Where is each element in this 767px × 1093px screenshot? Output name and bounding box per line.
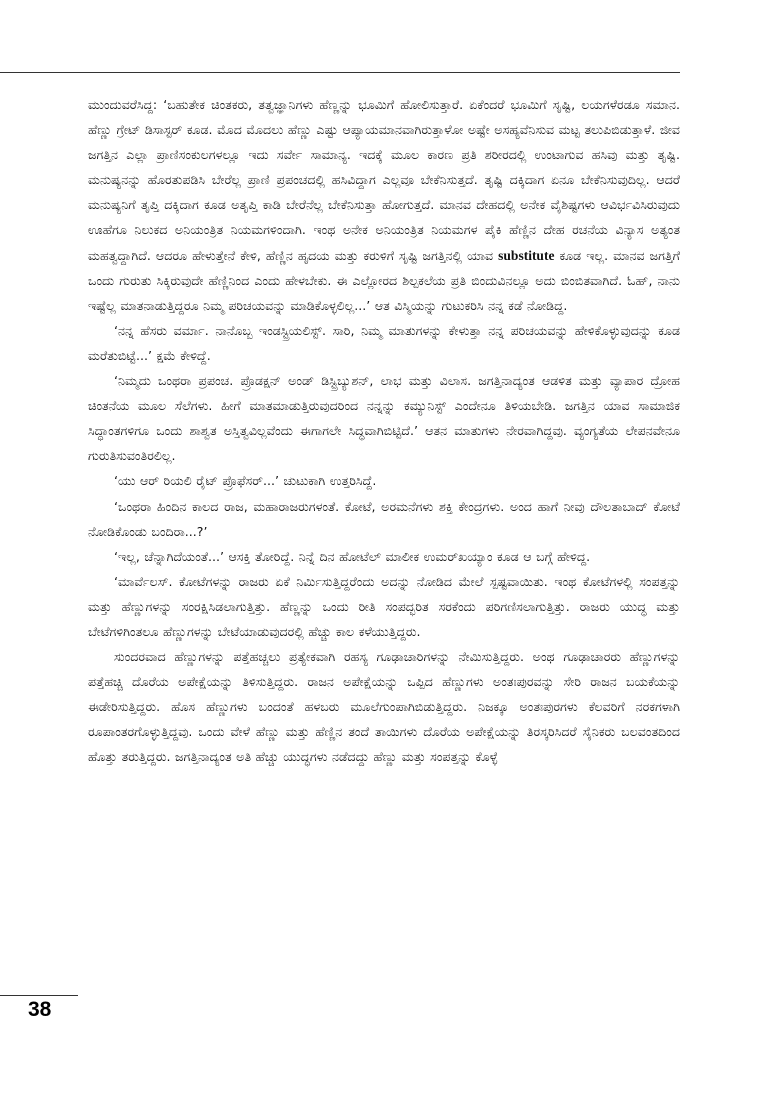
paragraph-2: ‘ನನ್ನ ಹೆಸರು ವರ್ಮಾ. ನಾನೊಬ್ಬ ಇಂಡಸ್ಟ್ರಿಯಲಿಸ್ಟ್. ಸಾರಿ, ನಿಮ್ಮ ಮಾತುಗಳನ್ನು ಕೇಳುತ್ತಾ ನನ್ನ ಪರಿಚಯವನ್ನು ಹೇಳಿಕೊಳ್ಳುವುದನ್ನು ಕೂಡ ಮರೆತುಬಿಟ್ಟೆ...’ ಕ್ಷಮೆ ಕೇಳಿದ್ದೆ. [88, 322, 680, 363]
page-body [88, 92, 680, 770]
english-term-substitute: substitute [498, 247, 555, 263]
bottom-rule [0, 995, 78, 996]
paragraph-5: ‘ಒಂಥರಾ ಹಿಂದಿನ ಕಾಲದ ರಾಜ, ಮಹಾರಾಜರುಗಳಂತೆ. ಕೋಟೆ, ಅರಮನೆಗಳು ಶಕ್ತಿ ಕೇಂದ್ರಗಳು. ಅಂದ ಹಾಗೆ ನೀವು ದೌಲತಾಬಾದ್ ಕೋಟೆ ನೋಡಿಕೊಂಡು ಬಂದಿರಾ...?’ [88, 498, 680, 539]
paragraph-8: ಸುಂದರವಾದ ಹೆಣ್ಣುಗಳನ್ನು ಪತ್ತೆಹಚ್ಚಲು ಪ್ರತ್ಯೇಕವಾಗಿ ರಹಸ್ಯ ಗೂಢಾಚಾರಿಗಳನ್ನು ನೇಮಿಸುತ್ತಿದ್ದರು. ಅಂಥ ಗೂಢಾಚಾರರು ಹೆಣ್ಣುಗಳನ್ನು ಪತ್ತೆಹಚ್ಚಿ ದೊರೆಯ ಅಪೇಕ್ಷೆಯನ್ನು ತಿಳಿಸುತ್ತಿದ್ದರು. ರಾಜನ ಅಪೇಕ್ಷೆಯನ್ನು ಒಪ್ಪಿದ ಹೆಣ್ಣುಗಳು ಅಂತಃಪುರವನ್ನು ಸೇರಿ ರಾಜನ ಬಯಕೆಯನ್ನು ಈಡೇರಿಸುತ್ತಿದ್ದರು. ಹೊಸ ಹೆಣ್ಣುಗಳು ಬಂದಂತೆ ಹಳಬರು ಮೂಲೆಗುಂಪಾಗಿಬಿಡುತ್ತಿದ್ದರು. ನಿಜಕ್ಕೂ ಅಂತಃಪುರಗಳು ಕೆಲವರಿಗೆ ನರಕಗಳಾಗಿ ರೂಪಾಂತರಗೊಳ್ಳುತ್ತಿದ್ದವು. ಒಂದು ವೇಳೆ ಹೆಣ್ಣು ಮತ್ತು ಹೆಣ್ಣಿನ ತಂದೆ ತಾಯಿಗಳು ದೊರೆಯ ಅಪೇಕ್ಷೆಯನ್ನು ತಿರಸ್ಕರಿಸಿದರೆ ಸೈನಿಕರು ಬಲವಂತದಿಂದ ಹೊತ್ತು ತರುತ್ತಿದ್ದರು. ಜಗತ್ತಿನಾದ್ಯಂತ ಅತಿ ಹೆಚ್ಚು ಯುದ್ಧಗಳು ನಡೆದದ್ದು ಹೆಣ್ಣು ಮತ್ತು ಸಂಪತ್ತನ್ನು ಕೊಳ್ಳೆ [88, 649, 680, 765]
paragraph-4: ‘ಯು ಆರ್ ರಿಯಲಿ ರೈಟ್ ಪ್ರೊಫೆಸರ್...’ ಚುಟುಕಾಗಿ ಉತ್ತರಿಸಿದ್ದೆ. [114, 473, 377, 489]
paragraph-6: ‘ಇಲ್ಲ, ಚೆನ್ನಾಗಿದೆಯಂತೆ...’ ಆಸಕ್ತಿ ತೋರಿದ್ದೆ. ನಿನ್ನೆ ದಿನ ಹೋಟೆಲ್ ಮಾಲೀಕ ಉಮರ್‌ಖಯ್ಯಾಂ ಕೂಡ ಆ ಬಗ್ಗೆ ಹೇಳಿದ್ದ. [114, 548, 591, 564]
top-rule [0, 72, 680, 73]
paragraph-1-after: ಕೂಡ ಇಲ್ಲ. ಮಾನವ ಜಗತ್ತಿಗೆ ಒಂದು ಗುರುತು ಸಿಕ್ಕಿರುವುದೇ ಹೆಣ್ಣಿನಿಂದ ಎಂದು ಹೇಳಬೇಕು. ಈ ಎಲ್ಲೋರದ ಶಿಲ್ಪಕಲೆಯ ಪ್ರತಿ ಬಿಂದುವಿನಲ್ಲೂ ಅದು ಬಿಂಬಿತವಾಗಿದೆ. ಓಹ್, ನಾನು ಇಷ್ಟೆಲ್ಲ ಮಾತನಾಡುತ್ತಿದ್ದರೂ ನಿಮ್ಮ ಪರಿಚಯವನ್ನು ಮಾಡಿಕೊಳ್ಳಲಿಲ್ಲ...’ ಆತ ವಿಸ್ಮಿಯನ್ನು ಗುಟುಕರಿಸಿ ನನ್ನ ಕಡೆ ನೋಡಿದ್ದ. [88, 247, 681, 313]
paragraph-3: ‘ನಿಮ್ಮದು ಒಂಥರಾ ಪ್ರಪಂಚ. ಪ್ರೊಡಕ್ಷನ್ ಅಂಡ್ ಡಿಸ್ಟ್ರಿಬ್ಯುಶನ್, ಲಾಭ ಮತ್ತು ವಿಲಾಸ. ಜಗತ್ತಿನಾದ್ಯಂತ ಆಡಳಿತ ಮತ್ತು ವ್ಯಾಪಾರ ದ್ರೋಹ ಚಿಂತನೆಯ ಮೂಲ ಸೆಲೆಗಳು. ಹೀಗೆ ಮಾತಮಾಡುತ್ತಿರುವುದರಿಂದ ನನ್ನನ್ನು ಕಮ್ಯುನಿಸ್ಟ್ ಎಂದೇನೂ ತಿಳಿಯಬೇಡಿ. ಜಗತ್ತಿನ ಯಾವ ಸಾಮಾಜಿಕ ಸಿದ್ಧಾಂತಗಳಿಗೂ ಒಂದು ಶಾಶ್ವತ ಅಸ್ತಿತ್ವವಿಲ್ಲವೆಂದು ಈಗಾಗಲೇ ಸಿದ್ಧವಾಗಿಬಿಟ್ಟಿದೆ.’ ಆತನ ಮಾತುಗಳು ನೇರವಾಗಿದ್ದವು. ವ್ಯಂಗ್ಯತೆಯ ಲೇಪನವೇನೂ ಗುರುತಿಸುವಂತಿರಲಿಲ್ಲ. [88, 373, 680, 464]
page-number: 38 [28, 998, 52, 1021]
paragraph-1-before: ಮುಂದುವರೆಸಿದ್ದ: ‘ಬಹುತೇಕ ಚಿಂತಕರು, ತತ್ವಜ್ಞಾನಿಗಳು ಹೆಣ್ಣನ್ನು ಭೂಮಿಗೆ ಹೋಲಿಸುತ್ತಾರೆ. ಏಕೆಂದರೆ ಭೂಮಿಗೆ ಸೃಷ್ಟಿ, ಲಯಗಳೆರಡೂ ಸಮಾನ. ಹೆಣ್ಣು ಗ್ರೇಟ್ ಡಿಸಾಸ್ಟರ್ ಕೂಡ. ಮೊದ ಮೊದಲು ಹೆಣ್ಣು ಎಷ್ಟು ಆಪ್ಯಾಯಮಾನವಾಗಿರುತ್ತಾಳೋ ಅಷ್ಟೇ ಅಸಹ್ಯವೆನಿಸುವ ಮಟ್ಟ ತಲುಪಿಬಿಡುತ್ತಾಳೆ. ಜೀವ ಜಗತ್ತಿನ ಎಲ್ಲಾ ಪ್ರಾಣಿಸಂಕುಲಗಳಲ್ಲೂ ಇದು ಸರ್ವೇ ಸಾಮಾನ್ಯ. ಇದಕ್ಕೆ ಮೂಲ ಕಾರಣ ಪ್ರತಿ ಶರೀರದಲ್ಲಿ ಉಂಟಾಗುವ ಹಸಿವು ಮತ್ತು ತೃಷ್ಟಿ. ಮನುಷ್ಯನನ್ನು ಹೊರತುಪಡಿಸಿ ಬೇರೆಲ್ಲ ಪ್ರಾಣಿ ಪ್ರಪಂಚದಲ್ಲಿ ಹಸಿವಿದ್ದಾಗ ಎಲ್ಲವೂ ಬೇಕೆನಿಸುತ್ತದೆ. ತೃಷ್ಟಿ ದಕ್ಕಿದಾಗ ಏನೂ ಬೇಕೆನಿಸುವುದಿಲ್ಲ. ಆದರೆ ಮನುಷ್ಯನಿಗೆ ತೃಪ್ತಿ ದಕ್ಕಿದಾಗ ಕೂಡ ಅತೃಪ್ತಿ ಕಾಡಿ ಬೇರೆನೆಲ್ಲ ಬೇಕೆನಿಸುತ್ತಾ ಹೋಗುತ್ತದೆ. ಮಾನವ ದೇಹದಲ್ಲಿ ಅನೇಕ ವೈಶಿಷ್ಟಗಳು ಆವಿರ್ಭವಿಸಿರುವುದು ಊಹೆಗೂ ನಿಲುಕದ ಅನಿಯಂತ್ರಿತ ನಿಯಮಗಳಿಂದಾಗಿ. ಇಂಥ ಅನೇಕ ಅನಿಯಂತ್ರಿತ ನಿಯಮಗಳ ಪೈಕಿ ಹೆಣ್ಣಿನ ದೇಹ ರಚನೆಯ ವಿನ್ಯಾಸ ಅತ್ಯಂತ ಮಹತ್ವದ್ದಾಗಿದೆ. ಆದರೂ ಹೇಳುತ್ತೇನೆ ಕೇಳಿ, ಹೆಣ್ಣಿನ ಹೃದಯ ಮತ್ತು ಕರುಳಿಗೆ ಸೃಷ್ಟಿ ಜಗತ್ತಿನಲ್ಲಿ ಯಾವ [88, 97, 681, 263]
paragraph-1 [88, 92, 680, 318]
paragraph-7: ‘ಮಾರ್ವೆಲಸ್. ಕೋಟೆಗಳನ್ನು ರಾಜರು ಏಕೆ ನಿರ್ಮಿಸುತ್ತಿದ್ದರೆಂದು ಅದನ್ನು ನೋಡಿದ ಮೇಲೆ ಸ್ಪಷ್ಟವಾಯಿತು. ಇಂಥ ಕೋಟೆಗಳಲ್ಲಿ ಸಂಪತ್ತನ್ನು ಮತ್ತು ಹೆಣ್ಣುಗಳನ್ನು ಸಂರಕ್ಷಿಸಿಡಲಾಗುತ್ತಿತ್ತು. ಹೆಣ್ಣನ್ನು ಒಂದು ರೀತಿ ಸಂಪದ್ಭರಿತ ಸರಕೆಂದು ಪರಿಗಣಿಸಲಾಗುತ್ತಿತ್ತು. ರಾಜರು ಯುದ್ಧ ಮತ್ತು ಬೇಟೆಗಳಿಗಿಂತಲೂ ಹೆಣ್ಣುಗಳನ್ನು ಬೇಟೆಯಾಡುವುದರಲ್ಲಿ ಹೆಚ್ಚು ಕಾಲ ಕಳೆಯುತ್ತಿದ್ದರು. [88, 573, 680, 639]
